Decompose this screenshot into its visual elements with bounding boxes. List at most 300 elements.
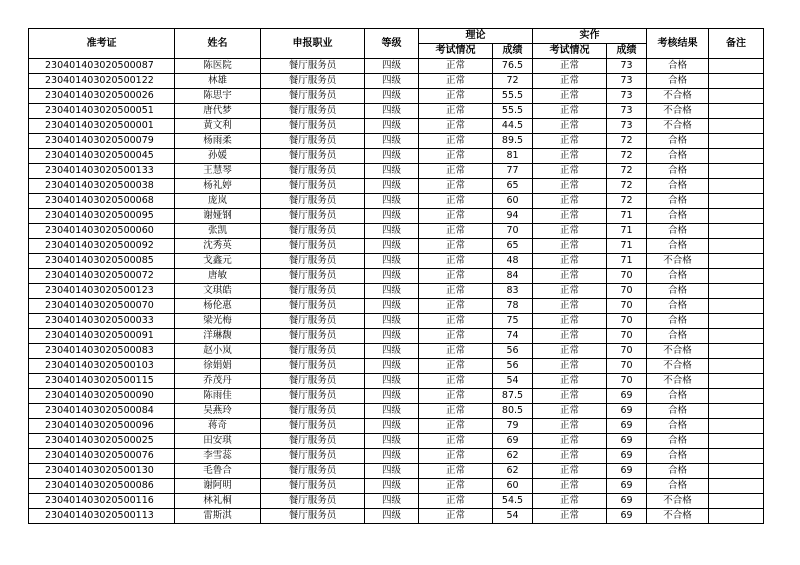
cell-theory-score: 44.5 — [493, 119, 533, 134]
cell-practice-status: 正常 — [533, 314, 607, 329]
table-row — [29, 479, 764, 494]
cell-theory-status: 正常 — [419, 224, 493, 239]
cell-level: 四级 — [365, 194, 419, 209]
cell-remark — [709, 329, 764, 344]
cell-theory-status: 正常 — [419, 269, 493, 284]
cell-theory-status: 正常 — [419, 209, 493, 224]
cell-practice-score: 69 — [607, 404, 647, 419]
cell-theory-status: 正常 — [419, 119, 493, 134]
cell-remark — [709, 374, 764, 389]
cell-id: 230401403020500045 — [29, 149, 175, 164]
cell-practice-score: 69 — [607, 479, 647, 494]
cell-practice-score: 72 — [607, 164, 647, 179]
cell-occupation: 餐厅服务员 — [261, 119, 365, 134]
cell-name: 梁光梅 — [175, 314, 261, 329]
cell-result: 合格 — [647, 314, 709, 329]
cell-id: 230401403020500122 — [29, 74, 175, 89]
cell-remark — [709, 434, 764, 449]
cell-theory-score: 89.5 — [493, 134, 533, 149]
header-theory-score: 成绩 — [493, 44, 533, 59]
table-row — [29, 494, 764, 509]
cell-remark — [709, 419, 764, 434]
cell-level: 四级 — [365, 284, 419, 299]
cell-practice-status: 正常 — [533, 89, 607, 104]
cell-practice-status: 正常 — [533, 224, 607, 239]
cell-level: 四级 — [365, 179, 419, 194]
cell-theory-status: 正常 — [419, 104, 493, 119]
cell-occupation: 餐厅服务员 — [261, 449, 365, 464]
cell-remark — [709, 359, 764, 374]
cell-occupation: 餐厅服务员 — [261, 479, 365, 494]
cell-practice-score: 72 — [607, 134, 647, 149]
cell-id: 230401403020500092 — [29, 239, 175, 254]
cell-result: 合格 — [647, 404, 709, 419]
cell-theory-score: 62 — [493, 464, 533, 479]
table-row — [29, 329, 764, 344]
cell-theory-score: 54 — [493, 374, 533, 389]
cell-remark — [709, 89, 764, 104]
cell-practice-score: 69 — [607, 494, 647, 509]
cell-remark — [709, 149, 764, 164]
cell-remark — [709, 164, 764, 179]
cell-name: 杨雨柔 — [175, 134, 261, 149]
cell-id: 230401403020500133 — [29, 164, 175, 179]
cell-practice-status: 正常 — [533, 479, 607, 494]
cell-occupation: 餐厅服务员 — [261, 239, 365, 254]
cell-remark — [709, 449, 764, 464]
cell-name: 毛鲁合 — [175, 464, 261, 479]
cell-theory-score: 84 — [493, 269, 533, 284]
cell-result: 合格 — [647, 224, 709, 239]
cell-level: 四级 — [365, 164, 419, 179]
cell-level: 四级 — [365, 134, 419, 149]
cell-theory-status: 正常 — [419, 419, 493, 434]
cell-occupation: 餐厅服务员 — [261, 494, 365, 509]
cell-practice-status: 正常 — [533, 104, 607, 119]
cell-practice-score: 70 — [607, 284, 647, 299]
table-row — [29, 389, 764, 404]
cell-id: 230401403020500113 — [29, 509, 175, 524]
cell-result: 合格 — [647, 449, 709, 464]
cell-practice-score: 71 — [607, 239, 647, 254]
cell-id: 230401403020500086 — [29, 479, 175, 494]
cell-occupation: 餐厅服务员 — [261, 59, 365, 74]
cell-occupation: 餐厅服务员 — [261, 374, 365, 389]
cell-occupation: 餐厅服务员 — [261, 284, 365, 299]
cell-practice-status: 正常 — [533, 119, 607, 134]
cell-id: 230401403020500091 — [29, 329, 175, 344]
cell-id: 230401403020500090 — [29, 389, 175, 404]
table-body — [29, 59, 764, 524]
cell-practice-score: 70 — [607, 344, 647, 359]
cell-name: 陈雨佳 — [175, 389, 261, 404]
cell-practice-score: 69 — [607, 464, 647, 479]
cell-theory-score: 65 — [493, 179, 533, 194]
table-row — [29, 74, 764, 89]
cell-result: 合格 — [647, 329, 709, 344]
cell-occupation: 餐厅服务员 — [261, 89, 365, 104]
cell-practice-score: 70 — [607, 269, 647, 284]
cell-result: 不合格 — [647, 509, 709, 524]
cell-theory-score: 55.5 — [493, 89, 533, 104]
cell-remark — [709, 494, 764, 509]
cell-result: 合格 — [647, 164, 709, 179]
table-row — [29, 359, 764, 374]
cell-practice-status: 正常 — [533, 284, 607, 299]
cell-theory-status: 正常 — [419, 149, 493, 164]
table-row — [29, 404, 764, 419]
cell-name: 杨礼婷 — [175, 179, 261, 194]
cell-name: 陈思宇 — [175, 89, 261, 104]
header-result: 考核结果 — [647, 29, 709, 59]
cell-practice-status: 正常 — [533, 179, 607, 194]
table-row — [29, 344, 764, 359]
cell-theory-score: 54 — [493, 509, 533, 524]
cell-practice-status: 正常 — [533, 344, 607, 359]
cell-name: 文琪皓 — [175, 284, 261, 299]
cell-practice-status: 正常 — [533, 509, 607, 524]
cell-result: 合格 — [647, 134, 709, 149]
cell-id: 230401403020500025 — [29, 434, 175, 449]
cell-remark — [709, 209, 764, 224]
cell-practice-score: 71 — [607, 254, 647, 269]
cell-occupation: 餐厅服务员 — [261, 194, 365, 209]
cell-practice-score: 69 — [607, 449, 647, 464]
cell-practice-score: 73 — [607, 89, 647, 104]
cell-name: 谢阿明 — [175, 479, 261, 494]
cell-name: 田安琪 — [175, 434, 261, 449]
cell-id: 230401403020500070 — [29, 299, 175, 314]
cell-id: 230401403020500076 — [29, 449, 175, 464]
cell-result: 合格 — [647, 74, 709, 89]
table-row — [29, 59, 764, 74]
cell-level: 四级 — [365, 464, 419, 479]
cell-result: 合格 — [647, 464, 709, 479]
cell-remark — [709, 284, 764, 299]
cell-theory-status: 正常 — [419, 389, 493, 404]
cell-practice-score: 73 — [607, 74, 647, 89]
table-row — [29, 209, 764, 224]
cell-practice-score: 72 — [607, 149, 647, 164]
cell-theory-status: 正常 — [419, 329, 493, 344]
cell-practice-status: 正常 — [533, 389, 607, 404]
cell-occupation: 餐厅服务员 — [261, 389, 365, 404]
cell-occupation: 餐厅服务员 — [261, 224, 365, 239]
cell-theory-score: 54.5 — [493, 494, 533, 509]
cell-name: 张凯 — [175, 224, 261, 239]
cell-remark — [709, 314, 764, 329]
table-row — [29, 509, 764, 524]
cell-id: 230401403020500115 — [29, 374, 175, 389]
cell-theory-score: 62 — [493, 449, 533, 464]
cell-level: 四级 — [365, 59, 419, 74]
cell-theory-score: 94 — [493, 209, 533, 224]
cell-result: 合格 — [647, 389, 709, 404]
cell-theory-score: 77 — [493, 164, 533, 179]
cell-occupation: 餐厅服务员 — [261, 254, 365, 269]
header-remark: 备注 — [709, 29, 764, 59]
cell-name: 王慧琴 — [175, 164, 261, 179]
cell-theory-score: 87.5 — [493, 389, 533, 404]
cell-id: 230401403020500123 — [29, 284, 175, 299]
cell-remark — [709, 269, 764, 284]
cell-name: 陈医院 — [175, 59, 261, 74]
cell-theory-status: 正常 — [419, 74, 493, 89]
cell-theory-score: 83 — [493, 284, 533, 299]
cell-result: 不合格 — [647, 344, 709, 359]
cell-level: 四级 — [365, 299, 419, 314]
cell-remark — [709, 239, 764, 254]
cell-theory-score: 74 — [493, 329, 533, 344]
cell-theory-status: 正常 — [419, 254, 493, 269]
cell-id: 230401403020500087 — [29, 59, 175, 74]
cell-theory-status: 正常 — [419, 89, 493, 104]
header-practice-status: 考试情况 — [533, 44, 607, 59]
cell-level: 四级 — [365, 104, 419, 119]
cell-theory-score: 56 — [493, 359, 533, 374]
cell-practice-status: 正常 — [533, 239, 607, 254]
cell-theory-score: 65 — [493, 239, 533, 254]
table-row — [29, 314, 764, 329]
cell-name: 雷斯淇 — [175, 509, 261, 524]
cell-level: 四级 — [365, 119, 419, 134]
cell-theory-status: 正常 — [419, 284, 493, 299]
cell-theory-status: 正常 — [419, 239, 493, 254]
cell-name: 吴燕玲 — [175, 404, 261, 419]
cell-theory-status: 正常 — [419, 404, 493, 419]
cell-practice-score: 69 — [607, 509, 647, 524]
header-theory-status: 考试情况 — [419, 44, 493, 59]
cell-practice-status: 正常 — [533, 254, 607, 269]
cell-theory-score: 81 — [493, 149, 533, 164]
cell-name: 戈鑫元 — [175, 254, 261, 269]
cell-result: 合格 — [647, 209, 709, 224]
cell-level: 四级 — [365, 269, 419, 284]
cell-remark — [709, 179, 764, 194]
table-row — [29, 239, 764, 254]
cell-level: 四级 — [365, 89, 419, 104]
cell-level: 四级 — [365, 224, 419, 239]
cell-name: 唐敏 — [175, 269, 261, 284]
cell-practice-score: 70 — [607, 329, 647, 344]
cell-level: 四级 — [365, 434, 419, 449]
cell-id: 230401403020500038 — [29, 179, 175, 194]
cell-name: 林礼桐 — [175, 494, 261, 509]
cell-result: 合格 — [647, 194, 709, 209]
cell-name: 蒋奇 — [175, 419, 261, 434]
cell-result: 不合格 — [647, 374, 709, 389]
cell-remark — [709, 464, 764, 479]
cell-result: 不合格 — [647, 89, 709, 104]
cell-practice-score: 72 — [607, 194, 647, 209]
cell-occupation: 餐厅服务员 — [261, 104, 365, 119]
cell-remark — [709, 389, 764, 404]
table-row — [29, 269, 764, 284]
cell-remark — [709, 104, 764, 119]
cell-id: 230401403020500095 — [29, 209, 175, 224]
cell-name: 赵小岚 — [175, 344, 261, 359]
cell-remark — [709, 479, 764, 494]
cell-practice-status: 正常 — [533, 74, 607, 89]
table-row — [29, 374, 764, 389]
cell-practice-score: 71 — [607, 224, 647, 239]
cell-theory-score: 69 — [493, 434, 533, 449]
cell-result: 合格 — [647, 299, 709, 314]
cell-theory-score: 70 — [493, 224, 533, 239]
cell-name: 李雪蕊 — [175, 449, 261, 464]
cell-result: 合格 — [647, 59, 709, 74]
cell-practice-score: 70 — [607, 359, 647, 374]
cell-result: 合格 — [647, 419, 709, 434]
cell-practice-status: 正常 — [533, 59, 607, 74]
cell-occupation: 餐厅服务员 — [261, 149, 365, 164]
table-row — [29, 179, 764, 194]
cell-result: 不合格 — [647, 494, 709, 509]
cell-theory-score: 78 — [493, 299, 533, 314]
cell-result: 合格 — [647, 284, 709, 299]
cell-name: 徐娟娟 — [175, 359, 261, 374]
table-row — [29, 419, 764, 434]
cell-remark — [709, 194, 764, 209]
cell-occupation: 餐厅服务员 — [261, 434, 365, 449]
cell-theory-status: 正常 — [419, 299, 493, 314]
cell-level: 四级 — [365, 389, 419, 404]
cell-occupation: 餐厅服务员 — [261, 179, 365, 194]
cell-name: 沈秀英 — [175, 239, 261, 254]
cell-name: 唐代梦 — [175, 104, 261, 119]
cell-result: 不合格 — [647, 359, 709, 374]
cell-practice-score: 69 — [607, 389, 647, 404]
cell-id: 230401403020500068 — [29, 194, 175, 209]
cell-occupation: 餐厅服务员 — [261, 329, 365, 344]
cell-theory-status: 正常 — [419, 179, 493, 194]
cell-name: 庞岚 — [175, 194, 261, 209]
cell-theory-status: 正常 — [419, 374, 493, 389]
table-row — [29, 299, 764, 314]
cell-remark — [709, 59, 764, 74]
cell-result: 合格 — [647, 479, 709, 494]
cell-name: 杨伦惠 — [175, 299, 261, 314]
cell-result: 不合格 — [647, 104, 709, 119]
cell-result: 合格 — [647, 269, 709, 284]
header-practice: 实作 — [533, 29, 647, 44]
cell-occupation: 餐厅服务员 — [261, 419, 365, 434]
cell-name: 谢娅钢 — [175, 209, 261, 224]
cell-remark — [709, 299, 764, 314]
cell-theory-score: 76.5 — [493, 59, 533, 74]
cell-practice-score: 72 — [607, 179, 647, 194]
cell-theory-status: 正常 — [419, 479, 493, 494]
cell-id: 230401403020500130 — [29, 464, 175, 479]
cell-level: 四级 — [365, 209, 419, 224]
cell-remark — [709, 344, 764, 359]
header-practice-score: 成绩 — [607, 44, 647, 59]
cell-level: 四级 — [365, 314, 419, 329]
cell-practice-status: 正常 — [533, 404, 607, 419]
cell-practice-score: 71 — [607, 209, 647, 224]
cell-remark — [709, 224, 764, 239]
cell-name: 洋琳馥 — [175, 329, 261, 344]
cell-id: 230401403020500001 — [29, 119, 175, 134]
cell-level: 四级 — [365, 479, 419, 494]
cell-theory-status: 正常 — [419, 59, 493, 74]
cell-name: 孙媛 — [175, 149, 261, 164]
header-id: 准考证 — [29, 29, 175, 59]
cell-practice-score: 70 — [607, 374, 647, 389]
cell-practice-status: 正常 — [533, 419, 607, 434]
cell-level: 四级 — [365, 329, 419, 344]
cell-practice-status: 正常 — [533, 299, 607, 314]
cell-practice-status: 正常 — [533, 374, 607, 389]
table-row — [29, 194, 764, 209]
cell-level: 四级 — [365, 74, 419, 89]
cell-id: 230401403020500103 — [29, 359, 175, 374]
cell-theory-score: 79 — [493, 419, 533, 434]
cell-theory-score: 60 — [493, 479, 533, 494]
cell-remark — [709, 509, 764, 524]
cell-theory-status: 正常 — [419, 359, 493, 374]
cell-occupation: 餐厅服务员 — [261, 344, 365, 359]
cell-practice-status: 正常 — [533, 269, 607, 284]
cell-level: 四级 — [365, 509, 419, 524]
results-table — [28, 28, 764, 524]
cell-practice-score: 69 — [607, 434, 647, 449]
cell-id: 230401403020500060 — [29, 224, 175, 239]
cell-level: 四级 — [365, 359, 419, 374]
cell-practice-status: 正常 — [533, 164, 607, 179]
table-row — [29, 119, 764, 134]
cell-id: 230401403020500116 — [29, 494, 175, 509]
cell-practice-score: 69 — [607, 419, 647, 434]
cell-practice-score: 73 — [607, 104, 647, 119]
cell-remark — [709, 74, 764, 89]
cell-practice-status: 正常 — [533, 209, 607, 224]
cell-id: 230401403020500026 — [29, 89, 175, 104]
cell-result: 合格 — [647, 239, 709, 254]
cell-level: 四级 — [365, 149, 419, 164]
header-level: 等级 — [365, 29, 419, 59]
cell-id: 230401403020500084 — [29, 404, 175, 419]
table-row — [29, 134, 764, 149]
table-row — [29, 104, 764, 119]
cell-remark — [709, 404, 764, 419]
table-row — [29, 449, 764, 464]
header-occupation: 申报职业 — [261, 29, 365, 59]
cell-level: 四级 — [365, 344, 419, 359]
header-theory: 理论 — [419, 29, 533, 44]
cell-occupation: 餐厅服务员 — [261, 404, 365, 419]
cell-theory-status: 正常 — [419, 164, 493, 179]
cell-name: 黄文利 — [175, 119, 261, 134]
cell-level: 四级 — [365, 449, 419, 464]
table-row — [29, 284, 764, 299]
cell-occupation: 餐厅服务员 — [261, 299, 365, 314]
cell-theory-score: 48 — [493, 254, 533, 269]
cell-level: 四级 — [365, 419, 419, 434]
cell-name: 乔茂丹 — [175, 374, 261, 389]
header-row-top — [29, 29, 764, 44]
cell-level: 四级 — [365, 374, 419, 389]
table-row — [29, 149, 764, 164]
cell-occupation: 餐厅服务员 — [261, 509, 365, 524]
cell-theory-status: 正常 — [419, 314, 493, 329]
table-row — [29, 254, 764, 269]
cell-occupation: 餐厅服务员 — [261, 134, 365, 149]
cell-id: 230401403020500083 — [29, 344, 175, 359]
table-row — [29, 224, 764, 239]
table-row — [29, 434, 764, 449]
cell-theory-status: 正常 — [419, 449, 493, 464]
